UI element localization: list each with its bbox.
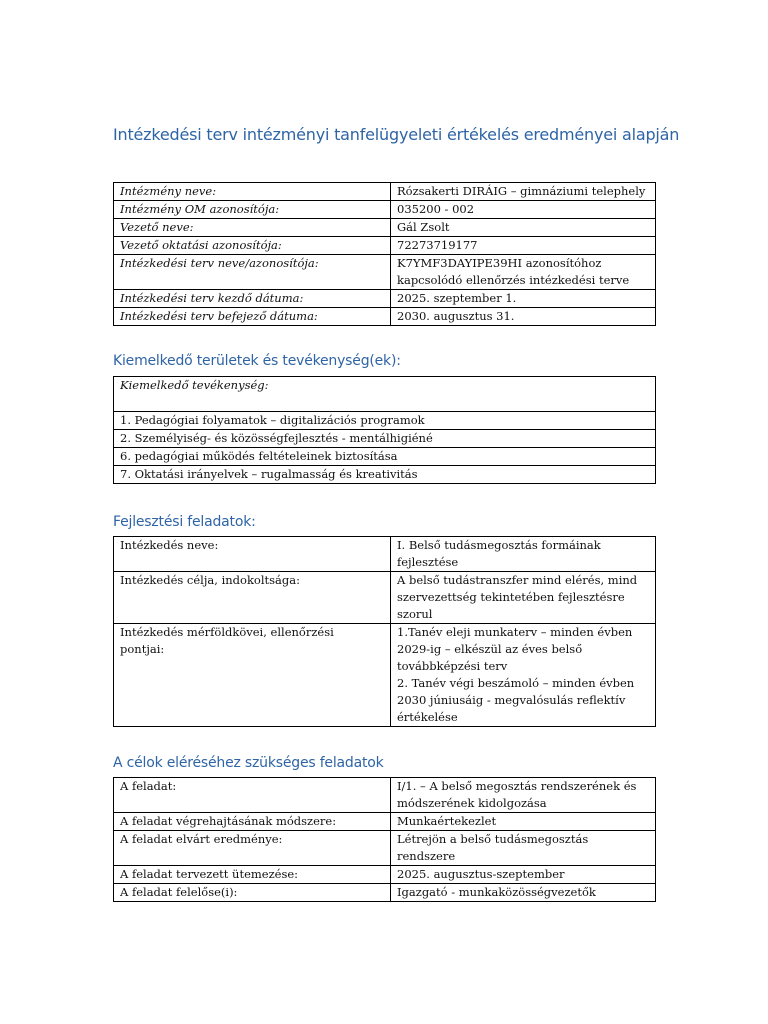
dev-table — [113, 536, 656, 727]
row-label: A feladat felelőse(i): — [114, 884, 391, 902]
table-row — [114, 813, 656, 831]
row-label: Intézkedési terv neve/azonosítója: — [114, 255, 391, 290]
tasks-heading: A célok eléréséhez szükséges feladatok — [113, 755, 384, 771]
value-line: 2029-ig – elkészül az éves belső — [397, 642, 583, 656]
value-line: értékelése — [397, 710, 458, 724]
table-row — [114, 448, 656, 466]
table-row — [114, 831, 656, 866]
table-row — [114, 572, 656, 624]
value-line: fejlesztése — [397, 555, 459, 569]
row-value: Rózsakerti DIRÁIG – gimnáziumi telephely — [391, 183, 656, 201]
table-row — [114, 237, 656, 255]
value-line: kapcsolódó ellenőrzés intézkedési terve — [397, 273, 630, 287]
row-label: Vezető neve: — [114, 219, 391, 237]
row-value — [391, 778, 656, 813]
row-label: Intézmény OM azonosítója: — [114, 201, 391, 219]
row-label — [114, 624, 391, 727]
row-value: Gál Zsolt — [391, 219, 656, 237]
value-line: I. Belső tudásmegosztás formáinak — [397, 538, 601, 552]
value-line: 2030 júniusáig - megvalósulás reflektív — [397, 693, 626, 707]
value-line: módszerének kidolgozása — [397, 796, 547, 810]
row-value — [391, 624, 656, 727]
value-line: továbbképzési terv — [397, 659, 508, 673]
value-line: 1.Tanév eleji munkaterv – minden évben — [397, 625, 633, 639]
highlight-item: 2. Személyiség- és közösségfejlesztés - mentálhigiéné — [114, 430, 656, 448]
row-label: A feladat elvárt eredménye: — [114, 831, 391, 866]
row-label: Intézkedés célja, indokoltsága: — [114, 572, 391, 624]
table-row — [114, 466, 656, 484]
row-value: Munkaértekezlet — [391, 813, 656, 831]
table-row — [114, 219, 656, 237]
table-row — [114, 624, 656, 727]
table-row — [114, 884, 656, 902]
value-line: A belső tudástranszfer mind elérés, mind — [397, 573, 638, 587]
table-row — [114, 866, 656, 884]
highlight-heading: Kiemelkedő területek és tevékenység(ek): — [113, 353, 401, 369]
value-line: szervezettség tekintetében fejlesztésre — [397, 590, 625, 604]
row-value: 2025. augusztus-szeptember — [391, 866, 656, 884]
document-title: Intézkedési terv intézményi tanfelügyeleti értékelés eredményei alapján — [113, 125, 680, 144]
row-label: Intézkedési terv kezdő dátuma: — [114, 290, 391, 308]
table-row — [114, 255, 656, 290]
highlight-item: 1. Pedagógiai folyamatok – digitalizációs programok — [114, 412, 656, 430]
row-value: Igazgató - munkaközösségvezetők — [391, 884, 656, 902]
row-value: 72273719177 — [391, 237, 656, 255]
row-label: Intézmény neve: — [114, 183, 391, 201]
highlight-item: 6. pedagógiai működés feltételeinek biztosítása — [114, 448, 656, 466]
row-label: Intézkedési terv befejező dátuma: — [114, 308, 391, 326]
table-row — [114, 778, 656, 813]
row-label: A feladat: — [114, 778, 391, 813]
table-row — [114, 412, 656, 430]
value-line: szorul — [397, 607, 433, 621]
highlight-header-cell: Kiemelkedő tevékenység: — [114, 377, 656, 412]
row-label: A feladat végrehajtásának módszere: — [114, 813, 391, 831]
label-line: pontjai: — [120, 642, 165, 656]
row-value: 2025. szeptember 1. — [391, 290, 656, 308]
value-line: 2. Tanév végi beszámoló – minden évben — [397, 676, 635, 690]
highlight-item: 7. Oktatási irányelvek – rugalmasság és kreativitás — [114, 466, 656, 484]
value-line: K7YMF3DAYIPE39HI azonosítóhoz — [397, 256, 602, 270]
table-row — [114, 308, 656, 326]
table-row — [114, 183, 656, 201]
institution-info-table — [113, 182, 656, 326]
table-row — [114, 201, 656, 219]
row-label: A feladat tervezett ütemezése: — [114, 866, 391, 884]
dev-heading: Fejlesztési feladatok: — [113, 514, 256, 530]
value-line: I/1. – A belső megosztás rendszerének és — [397, 779, 637, 793]
row-value — [391, 255, 656, 290]
row-value — [391, 572, 656, 624]
row-value: 2030. augusztus 31. — [391, 308, 656, 326]
highlight-table — [113, 376, 656, 484]
table-row — [114, 430, 656, 448]
row-label: Intézkedés neve: — [114, 537, 391, 572]
row-value: Létrejön a belső tudásmegosztás rendszere — [391, 831, 656, 866]
label-line: Intézkedés mérföldkövei, ellenőrzési — [120, 625, 334, 639]
table-row — [114, 537, 656, 572]
row-value: 035200 - 002 — [391, 201, 656, 219]
tasks-table — [113, 777, 656, 902]
table-row — [114, 377, 656, 412]
row-value — [391, 537, 656, 572]
row-label: Vezető oktatási azonosítója: — [114, 237, 391, 255]
table-row — [114, 290, 656, 308]
